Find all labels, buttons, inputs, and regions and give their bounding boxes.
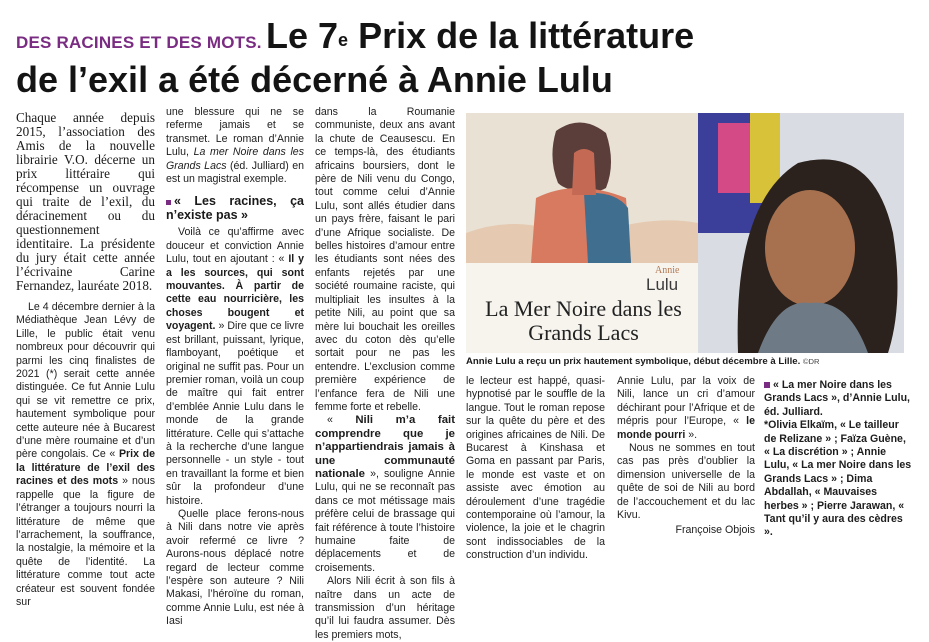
subheading: « Les racines, ça n’existe pas » [166, 194, 304, 223]
book-reference: « La mer Noire dans les Grands Lacs », d’Annie Lulu, éd. Julliard. [764, 379, 910, 418]
paragraph: Nous ne sommes en tout cas pas près d’oublier la dimension universelle de la quête de soi de Nili au bord de l’accouchement et du lac Kivu. [617, 442, 755, 522]
lead-paragraph: Chaque année depuis 2015, l’association des Amis de la nouvelle librairie V.O. décerne un prix littéraire qui récompense un ouvrage qui traite de l’exil, du déracinement ou du questionnement identitaire. La présidente du jury était cette année l’écrivaine Carine Fernandez, lauréate 2018. [16, 110, 155, 293]
book-cover-illustration [466, 113, 698, 263]
headline: Le 7e Prix de la littérature de l’exil a été décerné à Annie Lulu [16, 15, 695, 100]
paragraph: une blessure qui ne se referme jamais et se transmet. Le roman d’Annie Lulu, La mer Noire dans les Grands Lacs (éd. Julliard) en est un magistral exemple. [166, 106, 304, 186]
kicker: DES RACINES ET DES MOTS. [16, 33, 262, 52]
paragraph: Alors Nili écrit à son fils à naître dans un acte de transmission d’un héritage qu’il lui faudra assumer. Dès les premiers mots, [315, 575, 455, 641]
book-author-name: Lulu [646, 275, 679, 294]
square-bullet-icon [764, 382, 770, 388]
headline-line2: de l’exil a été décerné à Annie Lulu [16, 59, 613, 100]
author-portrait-image [698, 113, 904, 353]
paragraph: dans la Roumanie communiste, deux ans avant la chute de Ceausescu. En ce temps-là, des étudiants africains boursiers, dont le père de Nili venu du Congo, tout comme celui d’Annie Lulu, sont allés étudier dans un pays frère, faisant le pari d’une Afrique socialiste. De belles histoires d’amour entre les étudiants sont nées des enfants rejetés par une société roumaine raciste, qui multipliait les insultes à la petite Nili, au point que sa mère lui bouchait les oreilles avec du coton dès qu’elle sortait pour ne pas les entendre. L’exclusion comme première expérience de l’enfance fera de Nili une femme forte et rebelle. [315, 106, 455, 413]
article-column-4 [466, 375, 605, 563]
paragraph: Annie Lulu, par la voix de Nili, lance un cri d’amour déchirant pour l’Afrique et de mépris pour l’Europe, « le monde pourri ». [617, 375, 755, 441]
article-column-3 [315, 106, 455, 642]
book-cover-image [466, 113, 698, 353]
book-author-first-name: Annie [655, 265, 680, 276]
bullet-icon [166, 200, 171, 205]
photo-caption: Annie Lulu a reçu un prix hautement symbolique, début décembre à Lille. ©DR [466, 356, 820, 367]
paragraph: Voilà ce qu’affirme avec douceur et conviction Annie Lulu, tout en ajoutant : « Il y a les sources, qui sont mouvantes. À partir de cette eau nourricière, les choses bougent et voyagent. » Dire que ce livre est brillant, puissant, lyrique, flamboyant, poétique et original ne suffit pas. Pour un premier roman, voilà un coup de maître qui fait entrer d’emblée Annie Lulu dans le monde de la grande littérature. Celle qui s’attache à la recherche d’une langue personnelle - un style - tout en travaillant la forme et bien sûr la profondeur d’une histoire. [166, 226, 304, 507]
photo-credit: ©DR [802, 357, 820, 366]
article-photo [466, 113, 904, 353]
book-title: La Mer Noire dans les Grands Lacs [485, 296, 682, 345]
article-column-2 [166, 106, 304, 629]
paragraph: Quelle place ferons-nous à Nili dans notre vie après avoir refermé ce livre ? Aurons-nous déplacé notre regard de lecteur comme l’espère son auteure ? Nili Makasi, l’héroïne du roman, comme Annie Lulu, est née à Iasi [166, 507, 304, 628]
article-column-1 [16, 111, 155, 609]
sidebar-notes [764, 379, 914, 540]
paragraph: Le 4 décembre dernier à la Médiathèque Jean Lévy de Lille, le public était venu nombreux pour découvrir qui parmi les cinq finalistes de 2021 (*) serait cette année distinguée. Ce fut Annie Lulu qui se vit remettre ce prix, hautement symbolique pour cette auteure née à Bucarest d’une mère roumaine et d’un père congolais. Ce « Prix de la littérature de l’exil des racines et des mots » nous rappelle que la figure de l’étranger a toujours nourri la littérature de même que l’arrachement, la souffrance, la nostalgie, la mémoire et la quête de l’identité. La littérature comme tout acte créateur est souvent fondée sur [16, 301, 155, 608]
finalists-list: *Olivia Elkaïm, « Le tailleur de Relizane » ; Faïza Guène, « La discrétion » ; Annie Lulu, « La mer Noire dans les Grands Lacs » ; Dima Abdallah, « Mauvaises herbes » ; Pierre Jarawan, « Tant qu’il y aura des cèdres ». [764, 419, 912, 539]
paragraph: « Nili m’a fait comprendre que je n’appartiendrais jamais à une communauté nationale », souligne Annie Lulu, qui ne se reconnaît pas dans ce mot métissage mais préfère celui de brassage qui fait référence à toute l’histoire humaine faite de déplacements et de croisements. [315, 414, 456, 574]
author-signature: Françoise Objois [675, 524, 755, 537]
paragraph: le lecteur est happé, quasi-hypnotisé par le souffle de la langue. Tout le roman repose sur la quête du père et des origines africaines de Nili. De Bucarest à Kinshasa et Goma en passant par Paris, le monde est vaste et on assiste avec émotion au déroulement d’une tragédie contemporaine où l’amour, la violence, la joie et le chagrin sont indissociables de la construction d’un individu. [466, 375, 605, 562]
article-column-5 [617, 375, 755, 538]
